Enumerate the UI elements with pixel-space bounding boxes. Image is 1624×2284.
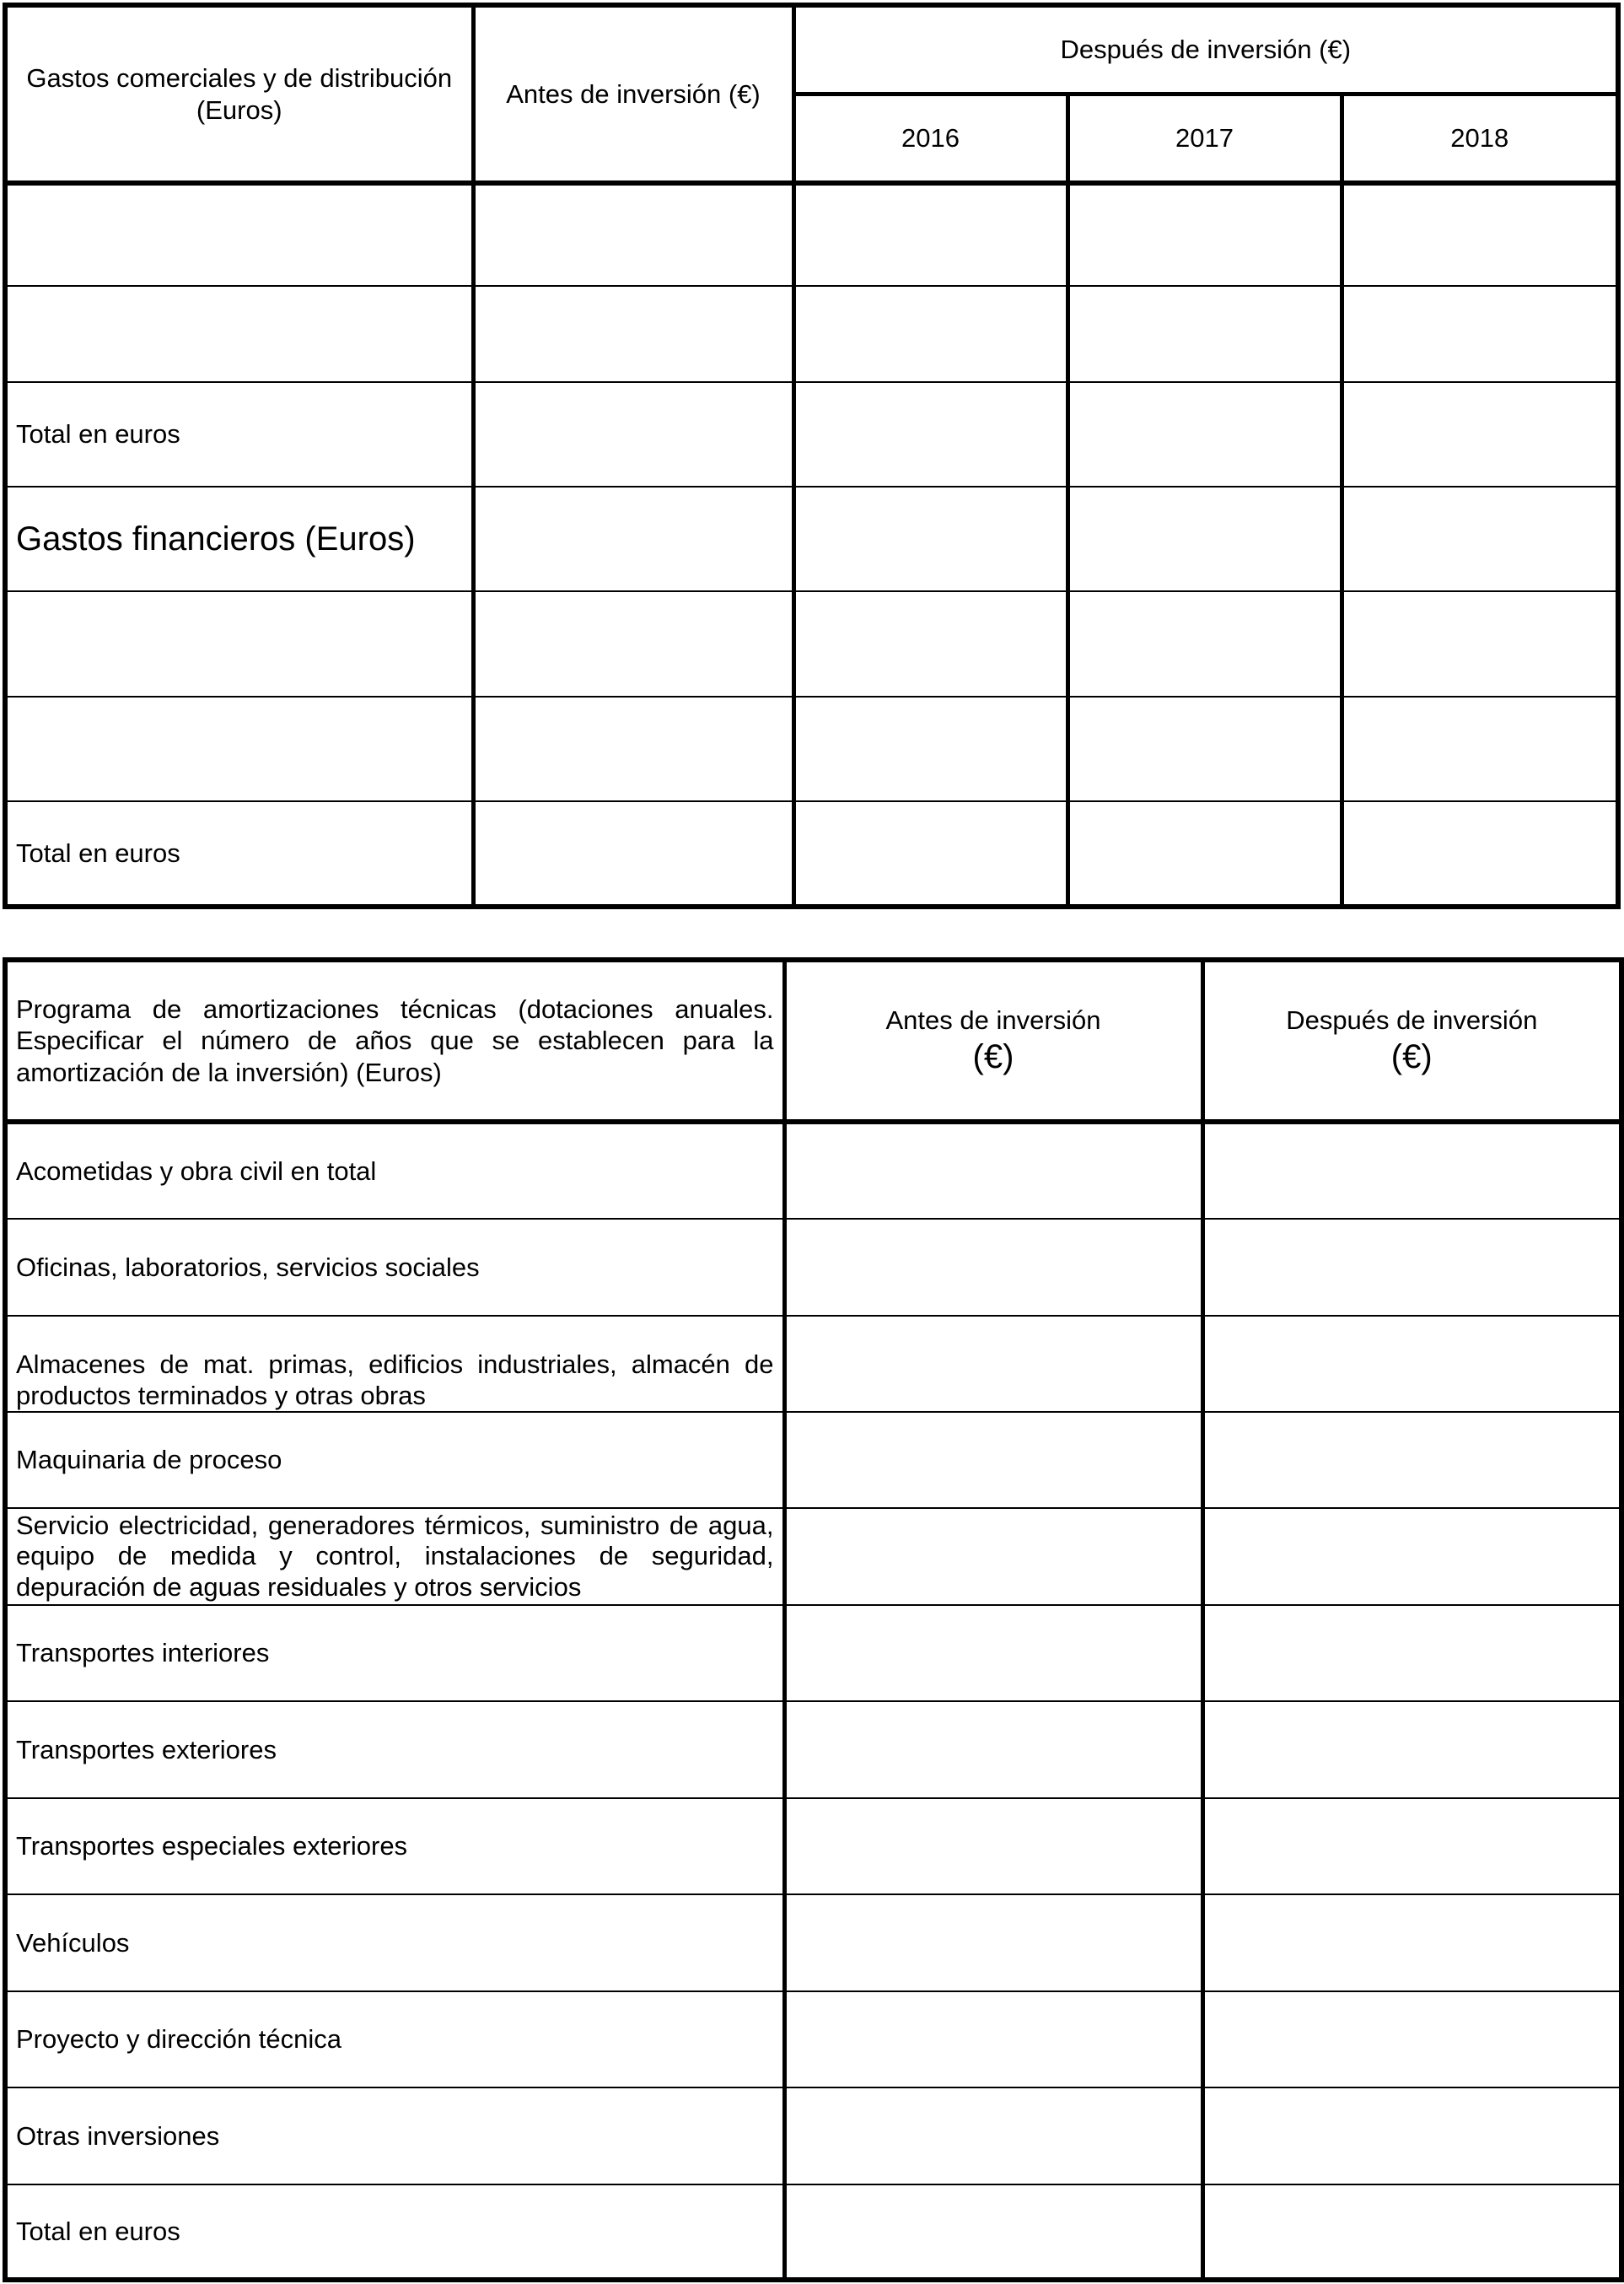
cell-antes bbox=[784, 1316, 1202, 1412]
row-label: Vehículos bbox=[5, 1894, 784, 1991]
cell-antes bbox=[473, 382, 793, 487]
cell-2016 bbox=[793, 487, 1067, 591]
cell-antes bbox=[473, 286, 793, 382]
cell-antes bbox=[784, 2087, 1202, 2184]
header-despues-label: Después de inversión bbox=[1286, 1005, 1538, 1036]
table-row bbox=[5, 697, 1618, 801]
header-despues-unit: (€) bbox=[1390, 1037, 1433, 1075]
cell-antes bbox=[784, 1701, 1202, 1798]
cell-antes bbox=[784, 1894, 1202, 1991]
cell-antes bbox=[473, 801, 793, 907]
cell-2016 bbox=[793, 382, 1067, 487]
table-row bbox=[5, 1894, 1621, 1991]
cell-despues bbox=[1202, 1894, 1621, 1991]
header-gastos-comerciales: Gastos comerciales y de distribución (Euros) bbox=[5, 5, 473, 183]
row-label: Acometidas y obra civil en total bbox=[5, 1122, 784, 1219]
cell-despues bbox=[1202, 1605, 1621, 1701]
cell-2018 bbox=[1342, 591, 1618, 697]
cell-antes bbox=[784, 2184, 1202, 2280]
table-row bbox=[5, 1798, 1621, 1894]
cell-despues bbox=[1202, 1122, 1621, 1219]
cell-antes bbox=[473, 183, 793, 286]
header-despues-inversion: Después de inversión (€) bbox=[793, 5, 1618, 94]
table-row bbox=[5, 1122, 1621, 1219]
row-label: Proyecto y dirección técnica bbox=[5, 1991, 784, 2087]
table-row bbox=[5, 1605, 1621, 1701]
cell-despues bbox=[1202, 1991, 1621, 2087]
cell-antes bbox=[473, 697, 793, 801]
row-label: Transportes interiores bbox=[5, 1605, 784, 1701]
header-programa-amortizaciones: Programa de amortizaciones técnicas (dotaciones anuales. Especificar el número de años que se establecen para la amortización de la inversión) (Euros) bbox=[5, 960, 784, 1122]
header-year-2016: 2016 bbox=[793, 94, 1067, 183]
row-label bbox=[5, 183, 473, 286]
row-label bbox=[5, 591, 473, 697]
table-row bbox=[5, 591, 1618, 697]
cell-despues bbox=[1202, 1316, 1621, 1412]
header-antes-inversion bbox=[784, 960, 1202, 1122]
row-label bbox=[5, 697, 473, 801]
cell-2017 bbox=[1067, 382, 1342, 487]
cell-despues bbox=[1202, 2184, 1621, 2280]
cell-2017 bbox=[1067, 183, 1342, 286]
row-label: Otras inversiones bbox=[5, 2087, 784, 2184]
cell-2017 bbox=[1067, 591, 1342, 697]
gastos-comerciales-table bbox=[3, 3, 1621, 909]
table-row bbox=[5, 801, 1618, 907]
cell-2018 bbox=[1342, 697, 1618, 801]
row-label: Transportes exteriores bbox=[5, 1701, 784, 1798]
table-row bbox=[5, 382, 1618, 487]
cell-antes bbox=[784, 1991, 1202, 2087]
cell-antes bbox=[784, 1798, 1202, 1894]
table-row bbox=[5, 1991, 1621, 2087]
cell-despues bbox=[1202, 1412, 1621, 1508]
cell-despues bbox=[1202, 1798, 1621, 1894]
table-row bbox=[5, 1316, 1621, 1412]
header-year-2018: 2018 bbox=[1342, 94, 1618, 183]
cell-despues bbox=[1202, 2087, 1621, 2184]
amortizaciones-table bbox=[3, 957, 1624, 2282]
cell-despues bbox=[1202, 1508, 1621, 1605]
cell-antes bbox=[784, 1508, 1202, 1605]
cell-2018 bbox=[1342, 183, 1618, 286]
table-row bbox=[5, 286, 1618, 382]
table-row bbox=[5, 1412, 1621, 1508]
table-row bbox=[5, 1219, 1621, 1316]
cell-2016 bbox=[793, 801, 1067, 907]
cell-antes bbox=[784, 1219, 1202, 1316]
row-label bbox=[5, 286, 473, 382]
cell-2018 bbox=[1342, 382, 1618, 487]
cell-2018 bbox=[1342, 286, 1618, 382]
cell-2018 bbox=[1342, 801, 1618, 907]
row-label: Oficinas, laboratorios, servicios sociales bbox=[5, 1219, 784, 1316]
row-label-total: Total en euros bbox=[5, 2184, 784, 2280]
header-year-2017: 2017 bbox=[1067, 94, 1342, 183]
cell-2017 bbox=[1067, 801, 1342, 907]
row-label: Servicio electricidad, generadores térmicos, suministro de agua, equipo de medida y control, instalaciones de seguridad, depuración de aguas residuales y otros servicios bbox=[5, 1508, 784, 1605]
cell-2017 bbox=[1067, 487, 1342, 591]
cell-2016 bbox=[793, 183, 1067, 286]
header-antes-unit: (€) bbox=[972, 1037, 1014, 1075]
header-antes-inversion: Antes de inversión (€) bbox=[473, 5, 793, 183]
row-label-total: Total en euros bbox=[5, 801, 473, 907]
cell-antes bbox=[784, 1412, 1202, 1508]
header-despues-inversion bbox=[1202, 960, 1621, 1122]
cell-antes bbox=[473, 591, 793, 697]
table-row bbox=[5, 487, 1618, 591]
table-row bbox=[5, 1508, 1621, 1605]
table-row bbox=[5, 183, 1618, 286]
cell-2016 bbox=[793, 286, 1067, 382]
cell-2018 bbox=[1342, 487, 1618, 591]
table-row bbox=[5, 2184, 1621, 2280]
table-row bbox=[5, 2087, 1621, 2184]
row-label-section: Gastos financieros (Euros) bbox=[5, 487, 473, 591]
cell-antes bbox=[473, 487, 793, 591]
cell-antes bbox=[784, 1605, 1202, 1701]
cell-despues bbox=[1202, 1701, 1621, 1798]
table-row bbox=[5, 1701, 1621, 1798]
cell-despues bbox=[1202, 1219, 1621, 1316]
cell-antes bbox=[784, 1122, 1202, 1219]
row-label: Almacenes de mat. primas, edificios industriales, almacén de productos terminados y otras obras bbox=[5, 1316, 784, 1412]
row-label-total: Total en euros bbox=[5, 382, 473, 487]
cell-2017 bbox=[1067, 286, 1342, 382]
cell-2016 bbox=[793, 697, 1067, 801]
row-label: Transportes especiales exteriores bbox=[5, 1798, 784, 1894]
cell-2016 bbox=[793, 591, 1067, 697]
header-antes-label: Antes de inversión bbox=[885, 1005, 1101, 1036]
row-label: Maquinaria de proceso bbox=[5, 1412, 784, 1508]
cell-2017 bbox=[1067, 697, 1342, 801]
